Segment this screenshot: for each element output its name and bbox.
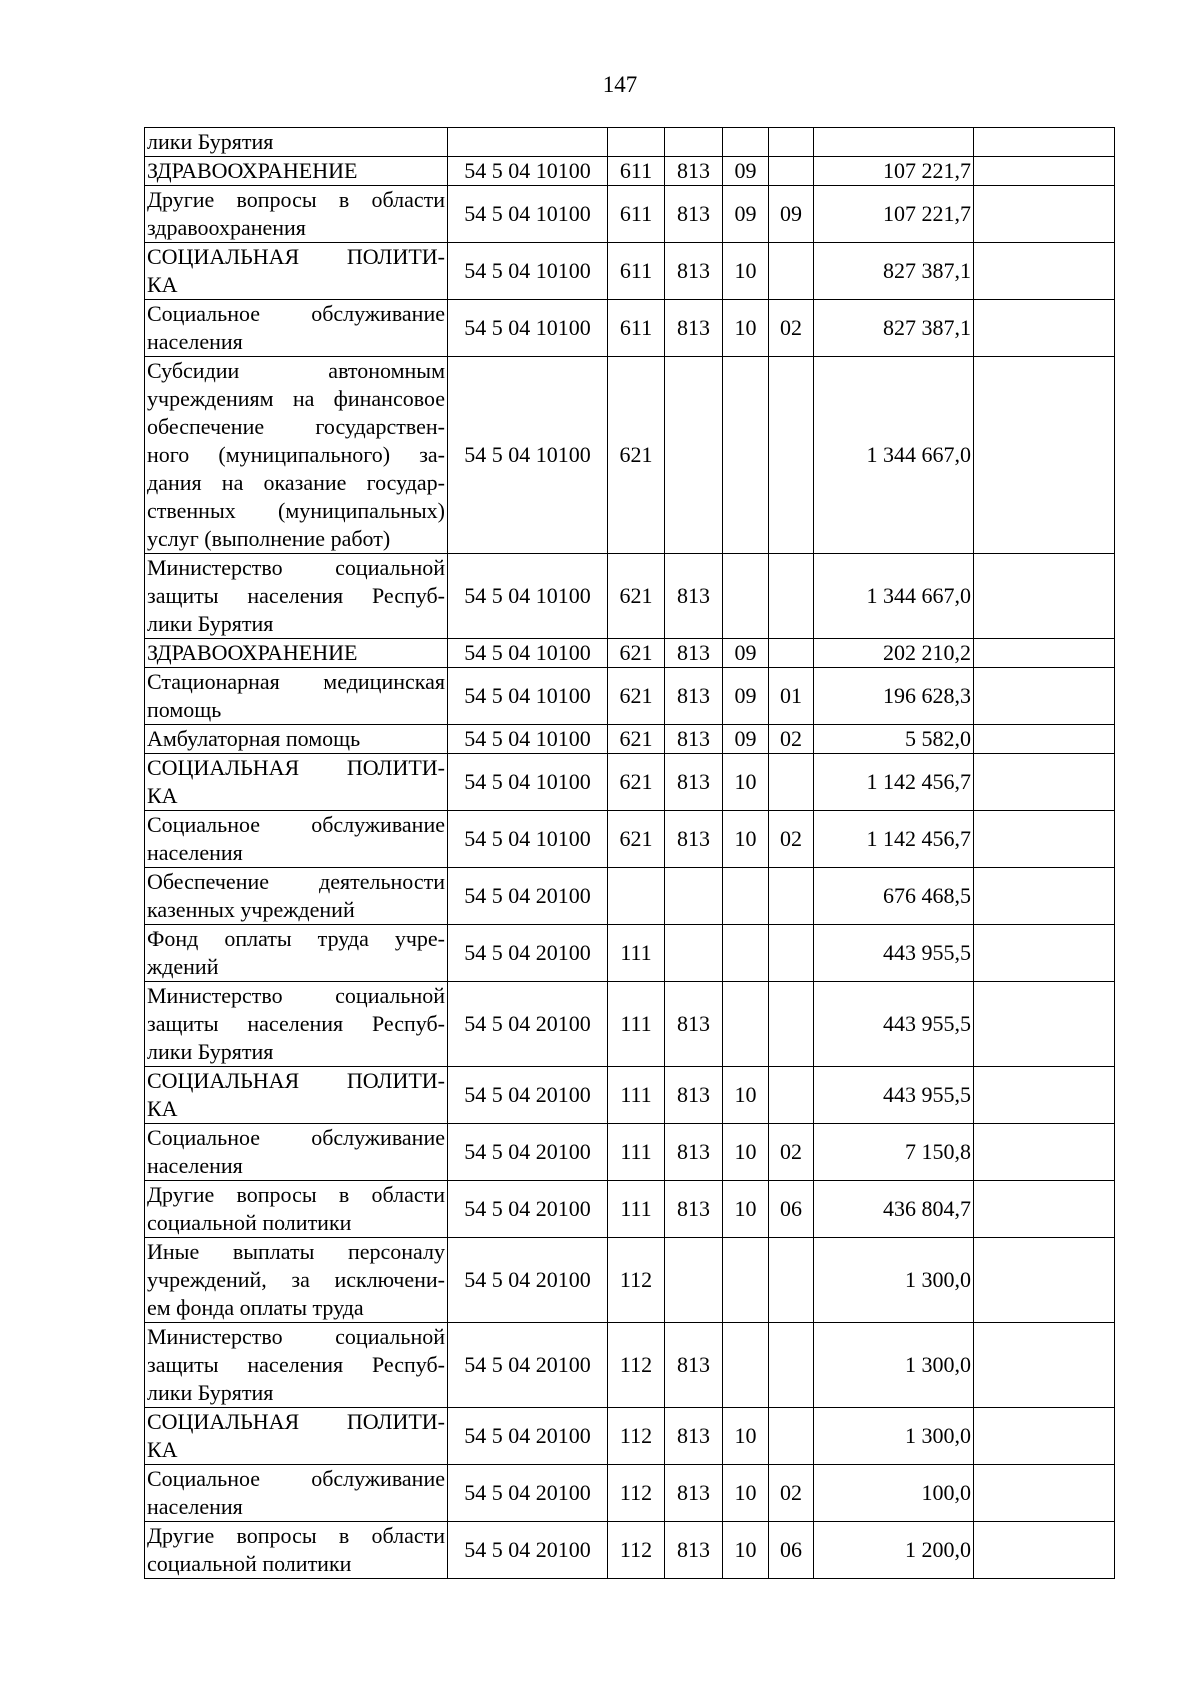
table-row [145, 554, 1115, 639]
extra-cell [974, 925, 1115, 982]
section-cell: 09 [723, 668, 769, 725]
department-cell: 813 [665, 754, 723, 811]
amount-cell: 202 210,2 [814, 639, 974, 668]
subsection-cell [769, 868, 814, 925]
name-line: населения [147, 329, 243, 354]
section-cell [723, 925, 769, 982]
name-cell [145, 554, 448, 639]
amount-cell: 1 300,0 [814, 1408, 974, 1465]
table-row [145, 982, 1115, 1067]
amount-cell: 7 150,8 [814, 1124, 974, 1181]
amount-cell: 1 300,0 [814, 1238, 974, 1323]
name-line: учреждениям на финансовое [147, 386, 445, 411]
amount-cell: 1 142 456,7 [814, 754, 974, 811]
name-cell [145, 1181, 448, 1238]
target-article-cell: 54 5 04 10100 [448, 300, 608, 357]
name-line: Министерство социальной [147, 555, 445, 580]
target-article-cell: 54 5 04 20100 [448, 1238, 608, 1323]
table-row [145, 157, 1115, 186]
name-cell [145, 1238, 448, 1323]
name-cell [145, 300, 448, 357]
name-line: КА [147, 783, 178, 808]
name-line: Социальное обслуживание [147, 1466, 445, 1491]
name-cell [145, 868, 448, 925]
page-number: 147 [602, 72, 638, 97]
expense-type-cell: 112 [608, 1323, 665, 1408]
extra-cell [974, 868, 1115, 925]
name-cell [145, 186, 448, 243]
subsection-cell [769, 1238, 814, 1323]
amount-cell: 196 628,3 [814, 668, 974, 725]
name-line: защиты населения Респуб- [147, 583, 445, 608]
name-line: СОЦИАЛЬНАЯ ПОЛИТИ- [147, 1068, 445, 1093]
name-line: ем фонда оплаты труда [147, 1295, 364, 1320]
extra-cell [974, 157, 1115, 186]
subsection-cell [769, 639, 814, 668]
table-row [145, 1408, 1115, 1465]
subsection-cell [769, 982, 814, 1067]
section-cell: 09 [723, 186, 769, 243]
amount-cell: 443 955,5 [814, 1067, 974, 1124]
table-row [145, 128, 1115, 157]
name-line: СОЦИАЛЬНАЯ ПОЛИТИ- [147, 755, 445, 780]
amount-cell: 1 142 456,7 [814, 811, 974, 868]
name-cell [145, 725, 448, 754]
subsection-cell [769, 243, 814, 300]
expense-type-cell: 611 [608, 300, 665, 357]
budget-table [144, 127, 1115, 1579]
target-article-cell: 54 5 04 20100 [448, 868, 608, 925]
name-line: Другие вопросы в области [147, 187, 445, 212]
amount-cell: 443 955,5 [814, 925, 974, 982]
expense-type-cell: 621 [608, 639, 665, 668]
amount-cell: 1 300,0 [814, 1323, 974, 1408]
subsection-cell [769, 1408, 814, 1465]
target-article-cell: 54 5 04 20100 [448, 1522, 608, 1579]
department-cell: 813 [665, 668, 723, 725]
expense-type-cell: 621 [608, 811, 665, 868]
extra-cell [974, 811, 1115, 868]
name-line: Иные выплаты персоналу [147, 1239, 445, 1264]
table-row [145, 1323, 1115, 1408]
name-line: ждений [147, 954, 219, 979]
name-line: Социальное обслуживание [147, 301, 445, 326]
name-line: здравоохранения [147, 215, 306, 240]
name-cell [145, 982, 448, 1067]
table-row [145, 668, 1115, 725]
name-line: социальной политики [147, 1551, 352, 1576]
name-line: дания на оказание государ- [147, 470, 445, 495]
target-article-cell: 54 5 04 10100 [448, 668, 608, 725]
amount-cell: 827 387,1 [814, 243, 974, 300]
target-article-cell: 54 5 04 10100 [448, 243, 608, 300]
department-cell: 813 [665, 186, 723, 243]
subsection-cell [769, 925, 814, 982]
extra-cell [974, 1238, 1115, 1323]
amount-cell: 1 344 667,0 [814, 357, 974, 554]
target-article-cell: 54 5 04 20100 [448, 1181, 608, 1238]
table-row [145, 639, 1115, 668]
table-row [145, 868, 1115, 925]
name-line: казенных учреждений [147, 897, 355, 922]
name-line: КА [147, 1437, 178, 1462]
section-cell: 10 [723, 1408, 769, 1465]
section-cell [723, 128, 769, 157]
target-article-cell: 54 5 04 20100 [448, 982, 608, 1067]
target-article-cell: 54 5 04 20100 [448, 1124, 608, 1181]
amount-cell: 107 221,7 [814, 157, 974, 186]
expense-type-cell: 112 [608, 1465, 665, 1522]
section-cell [723, 982, 769, 1067]
department-cell [665, 357, 723, 554]
extra-cell [974, 1067, 1115, 1124]
target-article-cell: 54 5 04 10100 [448, 554, 608, 639]
name-line: лики Бурятия [147, 1039, 274, 1064]
name-cell [145, 639, 448, 668]
subsection-cell: 06 [769, 1181, 814, 1238]
name-line: Другие вопросы в области [147, 1182, 445, 1207]
name-line: населения [147, 1153, 243, 1178]
extra-cell [974, 1522, 1115, 1579]
amount-cell [814, 128, 974, 157]
name-line: ного (муниципального) за- [147, 442, 445, 467]
table-row [145, 811, 1115, 868]
department-cell: 813 [665, 1323, 723, 1408]
name-line: Стационарная медицинская [147, 669, 445, 694]
name-cell [145, 357, 448, 554]
table-row [145, 186, 1115, 243]
expense-type-cell: 111 [608, 1124, 665, 1181]
expense-type-cell: 621 [608, 725, 665, 754]
name-cell [145, 1408, 448, 1465]
amount-cell: 100,0 [814, 1465, 974, 1522]
name-line: лики Бурятия [147, 611, 274, 636]
expense-type-cell: 621 [608, 554, 665, 639]
subsection-cell: 02 [769, 1124, 814, 1181]
expense-type-cell: 112 [608, 1522, 665, 1579]
name-line: лики Бурятия [147, 129, 274, 154]
extra-cell [974, 1181, 1115, 1238]
table-row [145, 725, 1115, 754]
name-line: Социальное обслуживание [147, 1125, 445, 1150]
name-line: ЗДРАВООХРАНЕНИЕ [147, 640, 358, 665]
subsection-cell: 09 [769, 186, 814, 243]
section-cell: 09 [723, 157, 769, 186]
section-cell [723, 554, 769, 639]
amount-cell: 443 955,5 [814, 982, 974, 1067]
department-cell: 813 [665, 1124, 723, 1181]
name-cell [145, 128, 448, 157]
section-cell [723, 1323, 769, 1408]
target-article-cell: 54 5 04 20100 [448, 1408, 608, 1465]
section-cell: 10 [723, 1465, 769, 1522]
name-line: помощь [147, 697, 222, 722]
name-line: ственных (муниципальных) [147, 498, 445, 523]
table-row [145, 1067, 1115, 1124]
target-article-cell: 54 5 04 20100 [448, 925, 608, 982]
name-line: услуг (выполнение работ) [147, 526, 391, 551]
table-row [145, 1522, 1115, 1579]
target-article-cell: 54 5 04 10100 [448, 811, 608, 868]
expense-type-cell: 621 [608, 357, 665, 554]
name-line: защиты населения Респуб- [147, 1011, 445, 1036]
name-cell [145, 668, 448, 725]
name-cell [145, 1323, 448, 1408]
expense-type-cell: 111 [608, 1181, 665, 1238]
extra-cell [974, 1124, 1115, 1181]
target-article-cell: 54 5 04 10100 [448, 186, 608, 243]
amount-cell: 5 582,0 [814, 725, 974, 754]
department-cell [665, 1238, 723, 1323]
subsection-cell [769, 357, 814, 554]
subsection-cell: 02 [769, 725, 814, 754]
expense-type-cell [608, 128, 665, 157]
extra-cell [974, 186, 1115, 243]
name-line: Министерство социальной [147, 983, 445, 1008]
expense-type-cell: 621 [608, 668, 665, 725]
expense-type-cell: 621 [608, 754, 665, 811]
amount-cell: 107 221,7 [814, 186, 974, 243]
department-cell: 813 [665, 639, 723, 668]
name-line: Обеспечение деятельности [147, 869, 445, 894]
section-cell [723, 357, 769, 554]
section-cell: 10 [723, 1181, 769, 1238]
name-cell [145, 157, 448, 186]
subsection-cell: 02 [769, 300, 814, 357]
target-article-cell: 54 5 04 20100 [448, 1465, 608, 1522]
name-line: лики Бурятия [147, 1380, 274, 1405]
extra-cell [974, 554, 1115, 639]
subsection-cell [769, 128, 814, 157]
name-line: ЗДРАВООХРАНЕНИЕ [147, 158, 358, 183]
section-cell: 10 [723, 811, 769, 868]
section-cell [723, 868, 769, 925]
name-cell [145, 811, 448, 868]
amount-cell: 436 804,7 [814, 1181, 974, 1238]
department-cell: 813 [665, 1465, 723, 1522]
name-line: Фонд оплаты труда учре- [147, 926, 445, 951]
amount-cell: 676 468,5 [814, 868, 974, 925]
section-cell: 10 [723, 1067, 769, 1124]
extra-cell [974, 1465, 1115, 1522]
name-line: КА [147, 272, 178, 297]
name-line: КА [147, 1096, 178, 1121]
target-article-cell: 54 5 04 20100 [448, 1067, 608, 1124]
subsection-cell [769, 554, 814, 639]
table-body [145, 128, 1115, 1579]
amount-cell: 827 387,1 [814, 300, 974, 357]
name-line: населения [147, 1494, 243, 1519]
table-row [145, 1124, 1115, 1181]
section-cell [723, 1238, 769, 1323]
subsection-cell: 06 [769, 1522, 814, 1579]
table-row [145, 243, 1115, 300]
department-cell: 813 [665, 982, 723, 1067]
amount-cell: 1 344 667,0 [814, 554, 974, 639]
name-line: Амбулаторная помощь [147, 726, 361, 751]
extra-cell [974, 754, 1115, 811]
section-cell: 09 [723, 639, 769, 668]
table-row [145, 925, 1115, 982]
expense-type-cell: 611 [608, 157, 665, 186]
department-cell: 813 [665, 1067, 723, 1124]
extra-cell [974, 357, 1115, 554]
name-line: Министерство социальной [147, 1324, 445, 1349]
name-line: учреждений, за исключени- [147, 1267, 445, 1292]
department-cell: 813 [665, 1522, 723, 1579]
target-article-cell: 54 5 04 10100 [448, 754, 608, 811]
section-cell: 10 [723, 243, 769, 300]
extra-cell [974, 128, 1115, 157]
name-line: социальной политики [147, 1210, 352, 1235]
table-row [145, 1465, 1115, 1522]
department-cell [665, 868, 723, 925]
subsection-cell [769, 157, 814, 186]
extra-cell [974, 725, 1115, 754]
expense-type-cell: 111 [608, 1067, 665, 1124]
section-cell: 10 [723, 1124, 769, 1181]
target-article-cell [448, 128, 608, 157]
extra-cell [974, 982, 1115, 1067]
section-cell: 10 [723, 300, 769, 357]
name-line: Другие вопросы в области [147, 1523, 445, 1548]
target-article-cell: 54 5 04 10100 [448, 639, 608, 668]
expense-type-cell: 111 [608, 982, 665, 1067]
name-cell [145, 243, 448, 300]
table-row [145, 300, 1115, 357]
department-cell: 813 [665, 725, 723, 754]
name-cell [145, 1522, 448, 1579]
subsection-cell [769, 1323, 814, 1408]
target-article-cell: 54 5 04 10100 [448, 157, 608, 186]
extra-cell [974, 300, 1115, 357]
name-line: населения [147, 840, 243, 865]
name-cell [145, 754, 448, 811]
name-cell [145, 1465, 448, 1522]
target-article-cell: 54 5 04 10100 [448, 357, 608, 554]
extra-cell [974, 668, 1115, 725]
department-cell [665, 925, 723, 982]
amount-cell: 1 200,0 [814, 1522, 974, 1579]
extra-cell [974, 243, 1115, 300]
target-article-cell: 54 5 04 20100 [448, 1323, 608, 1408]
extra-cell [974, 639, 1115, 668]
department-cell [665, 128, 723, 157]
department-cell: 813 [665, 300, 723, 357]
expense-type-cell: 611 [608, 243, 665, 300]
name-line: СОЦИАЛЬНАЯ ПОЛИТИ- [147, 1409, 445, 1434]
department-cell: 813 [665, 1181, 723, 1238]
section-cell: 10 [723, 1522, 769, 1579]
table-row [145, 754, 1115, 811]
expense-type-cell: 611 [608, 186, 665, 243]
subsection-cell [769, 754, 814, 811]
name-cell [145, 1067, 448, 1124]
name-line: Социальное обслуживание [147, 812, 445, 837]
name-line: СОЦИАЛЬНАЯ ПОЛИТИ- [147, 244, 445, 269]
name-line: защиты населения Респуб- [147, 1352, 445, 1377]
expense-type-cell [608, 868, 665, 925]
department-cell: 813 [665, 243, 723, 300]
name-cell [145, 925, 448, 982]
subsection-cell: 02 [769, 811, 814, 868]
target-article-cell: 54 5 04 10100 [448, 725, 608, 754]
subsection-cell [769, 1067, 814, 1124]
table-row [145, 357, 1115, 554]
name-line: Субсидии автономным [147, 358, 445, 383]
department-cell: 813 [665, 1408, 723, 1465]
section-cell: 09 [723, 725, 769, 754]
expense-type-cell: 112 [608, 1238, 665, 1323]
department-cell: 813 [665, 811, 723, 868]
subsection-cell: 01 [769, 668, 814, 725]
subsection-cell: 02 [769, 1465, 814, 1522]
department-cell: 813 [665, 554, 723, 639]
section-cell: 10 [723, 754, 769, 811]
table-row [145, 1181, 1115, 1238]
extra-cell [974, 1408, 1115, 1465]
name-cell [145, 1124, 448, 1181]
expense-type-cell: 111 [608, 925, 665, 982]
department-cell: 813 [665, 157, 723, 186]
name-line: обеспечение государствен- [147, 414, 445, 439]
table-row [145, 1238, 1115, 1323]
extra-cell [974, 1323, 1115, 1408]
expense-type-cell: 112 [608, 1408, 665, 1465]
